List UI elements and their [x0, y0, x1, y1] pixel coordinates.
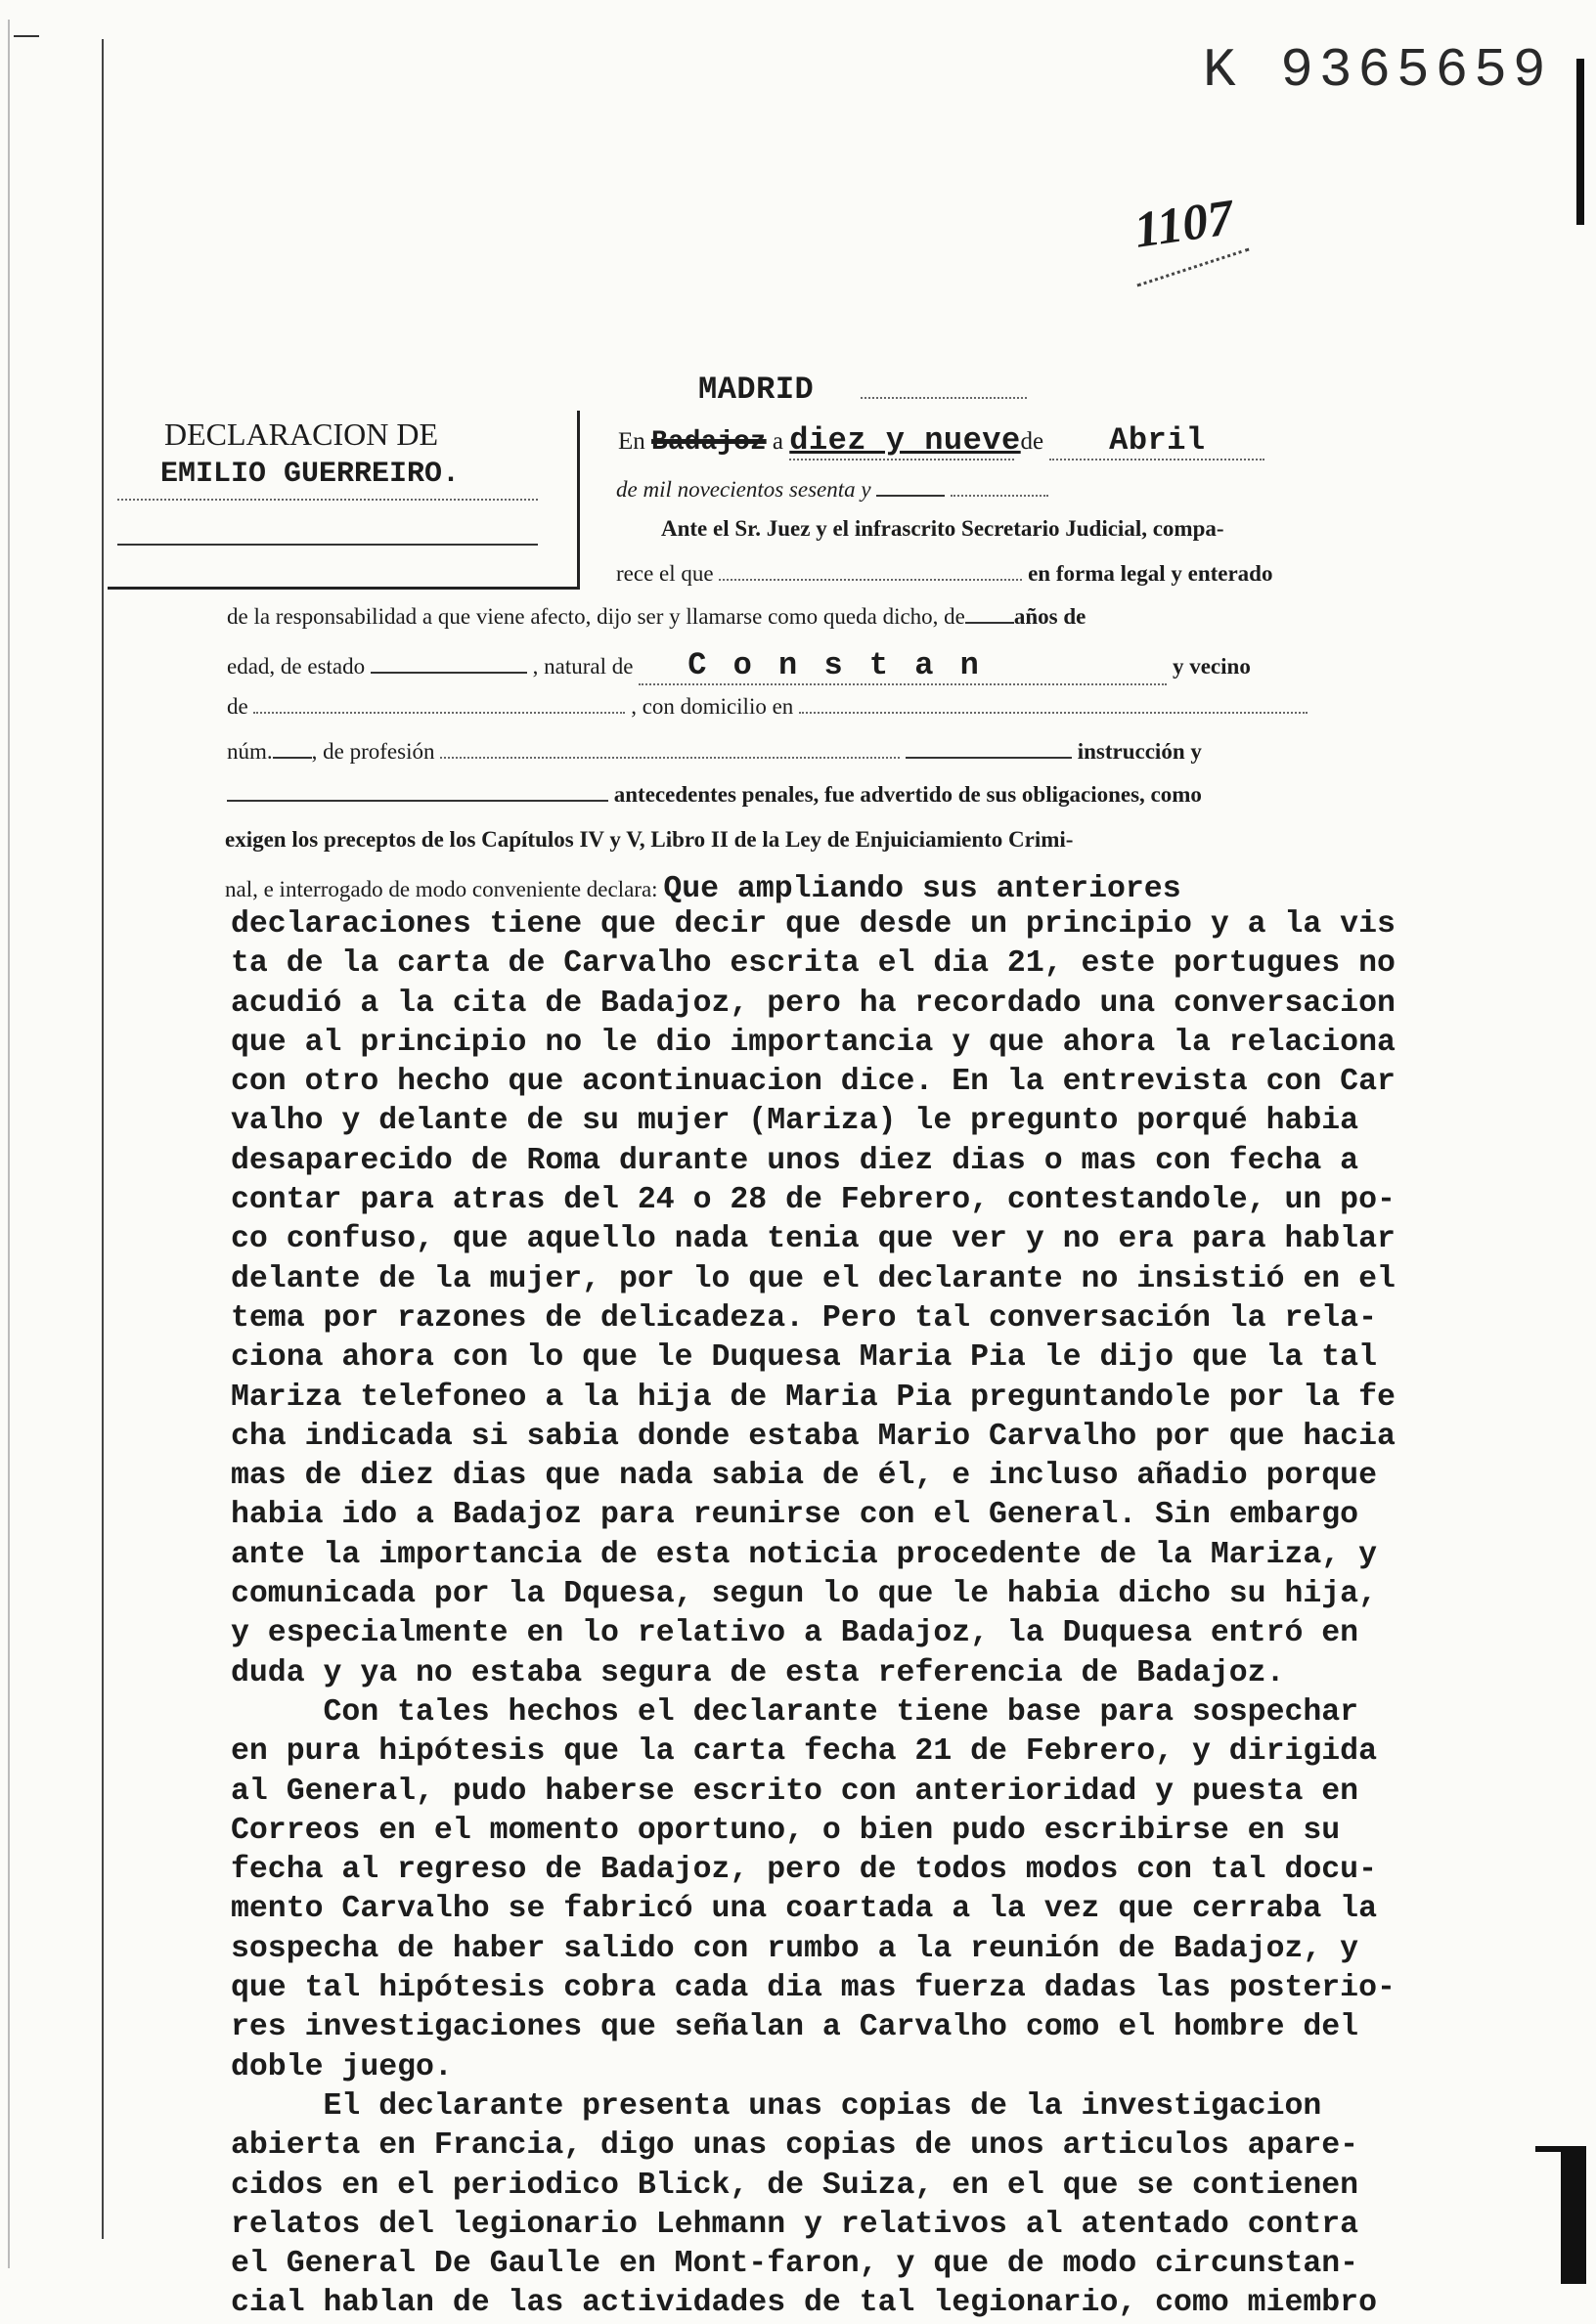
body-line: co confuso, que aquello nada tenia que ver y no era para hablar: [231, 1222, 1396, 1257]
domicilio-dots: [799, 712, 1308, 714]
month-field: [1049, 422, 1264, 460]
estado-blank: [371, 672, 527, 674]
left-margin-rule: [102, 39, 104, 2239]
folio-number: 1107: [1130, 190, 1237, 259]
city-typed: MADRID: [698, 372, 815, 408]
body-line: valho y delante de su mujer (Mariza) le pregunto porqué habia: [231, 1104, 1359, 1139]
body-line: cha indicada si sabia donde estaba Mario Carvalho por que hacia: [231, 1419, 1396, 1454]
form-line-declara: [225, 872, 1181, 906]
body-line: en pura hipótesis que la carta fecha 21 de Febrero, y dirigida: [231, 1734, 1377, 1770]
body-line: comunicada por la Dquesa, segun lo que le habia dicho su hija,: [231, 1577, 1377, 1612]
form-profesion-label: , de profesión: [311, 739, 435, 764]
age-blank: [965, 622, 1014, 624]
antecedentes-blank: [227, 800, 608, 802]
body-line: el General De Gaulle en Mont-faron, y que de modo circunstan-: [231, 2247, 1359, 2282]
form-legal-label: en forma legal y enterado: [1028, 561, 1273, 586]
form-anos-label: años de: [1013, 604, 1086, 629]
num-blank: [273, 757, 312, 759]
form-ante-text: Ante el Sr. Juez y el infrascrito Secretario Judicial, compa-: [661, 516, 1224, 541]
origin-value: C o n s t a n: [687, 647, 983, 683]
declaration-body: [231, 905, 1414, 2324]
body-line: desaparecido de Roma durante unos diez dias o mas con fecha a: [231, 1143, 1359, 1178]
form-de: de: [1020, 428, 1044, 455]
form-year-label: de mil novecientos sesenta y: [616, 477, 871, 502]
body-line: Mariza telefoneo a la hija de Maria Pia preguntandole por la fe: [231, 1380, 1396, 1415]
form-de-label: de: [227, 694, 248, 719]
form-comparece-label: rece el que: [616, 561, 714, 586]
vecino-dots: [253, 712, 625, 714]
form-line-year: [616, 477, 1048, 503]
body-line: sospecha de haber salido con rumbo a la reunión de Badajoz, y: [231, 1931, 1359, 1966]
body-line: Con tales hechos el declarante tiene base para sospechar: [231, 1694, 1359, 1730]
instruccion-blank: [906, 757, 1072, 759]
body-line: duda y ya no estaba segura de esta referencia de Badajoz.: [231, 1655, 1285, 1690]
form-en: En: [618, 428, 645, 455]
profesion-dots: [440, 757, 900, 759]
form-declara-label: nal, e interrogado de modo conveniente declara:: [225, 877, 658, 901]
month-value: Abril: [1109, 422, 1206, 459]
form-domicilio-label: , con domicilio en: [631, 694, 794, 719]
body-line: al General, pudo haberse escrito con anterioridad y puesta en: [231, 1774, 1359, 1809]
city-dotted-line: [861, 397, 1027, 399]
body-line: mento Carvalho se fabricó una coartada a la vez que cerraba la: [231, 1892, 1377, 1927]
body-line: y especialmente en lo relativo a Badajoz, la Duquesa entró en: [231, 1616, 1359, 1651]
comparece-dots: [719, 579, 1022, 581]
body-line: cidos en el periodico Blick, de Suiza, en el que se contienen: [231, 2168, 1359, 2203]
origin-field: [639, 647, 1167, 685]
year-blank: [876, 495, 945, 497]
form-line-estado: [227, 647, 1251, 685]
form-a: a: [772, 428, 784, 455]
edge-mark: [8, 20, 10, 2268]
body-line: que tal hipótesis cobra cada dia mas fuerza dadas las posterio-: [231, 1971, 1396, 2006]
year-dots: [951, 495, 1048, 497]
declarant-name: EMILIO GUERREIRO.: [160, 458, 461, 491]
day-field: [789, 422, 1021, 460]
form-antecedentes-text: antecedentes penales, fue advertido de sus obligaciones, como: [613, 782, 1202, 807]
form-line-preceptos: [225, 827, 1073, 853]
form-line-ante: [661, 516, 1224, 542]
form-line-antecedentes: [227, 782, 1202, 808]
body-line: declaraciones tiene que decir que desde un principio y a la vis: [231, 907, 1396, 942]
box-blank-line: [117, 544, 538, 546]
body-line: El declarante presenta unas copias de la investigacion: [231, 2088, 1322, 2124]
body-line: ta de la carta de Carvalho escrita el dia 21, este portugues no: [231, 946, 1396, 982]
name-dotted-line: [117, 499, 538, 501]
form-line-profesion: [227, 739, 1202, 765]
form-line-responsabilidad: [227, 604, 1086, 630]
corner-mark: [14, 35, 39, 37]
declaration-title: DECLARACION DE: [164, 417, 438, 452]
form-line-date: [618, 422, 1264, 460]
body-line: tema por razones de delicadeza. Pero tal conversación la rela-: [231, 1300, 1377, 1336]
form-vecino-label: y vecino: [1172, 654, 1251, 679]
body-line: delante de la mujer, por lo que el declarante no insistió en el: [231, 1261, 1396, 1296]
body-line: res investigaciones que señalan a Carvalho como el hombre del: [231, 2010, 1359, 2045]
serial-number: K 9365659: [1203, 39, 1552, 102]
body-line: mas de diez dias que nada sabia de él, e incluso añadio porque: [231, 1459, 1377, 1494]
struck-city: Badajoz: [651, 427, 767, 458]
body-line: cial hablan de las actividades de tal legionario, como miembro: [231, 2286, 1377, 2321]
body-line: relatos del legionario Lehmann y relativos al atentado contra: [231, 2207, 1359, 2242]
body-line: fecha al regreso de Badajoz, pero de todos modos con tal docu-: [231, 1853, 1377, 1888]
body-line: acudió a la cita de Badajoz, pero ha recordado una conversacion: [231, 986, 1396, 1021]
body-line: abierta en Francia, digo unas copias de unos articulos apare-: [231, 2128, 1359, 2164]
form-instruccion-label: instrucción y: [1077, 739, 1202, 764]
form-estado-label: edad, de estado: [227, 654, 366, 679]
form-line-comparece: [616, 561, 1272, 587]
body-line: Correos en el momento oportuno, o bien pudo escribirse en su: [231, 1813, 1341, 1848]
form-natural-label: , natural de: [532, 654, 634, 679]
day-value: diez y nueve: [789, 422, 1021, 459]
body-line: que al principio no le dio importancia y que ahora la relaciona: [231, 1025, 1396, 1060]
body-line: ciona ahora con lo que le Duquesa Maria Pia le dijo que la tal: [231, 1340, 1377, 1376]
form-line-domicilio: [227, 694, 1308, 720]
declaration-first-line: Que ampliando sus anteriores: [663, 872, 1181, 906]
form-num-label: núm.: [227, 739, 273, 764]
body-line: habia ido a Badajoz para reunirse con el General. Sin embargo: [231, 1498, 1359, 1533]
body-line: ante la importancia de esta noticia procedente de la Mariza, y: [231, 1537, 1377, 1572]
form-preceptos-text: exigen los preceptos de los Capítulos IV y V, Libro II de la Ley de Enjuiciamiento Crimi-: [225, 827, 1074, 852]
body-line: con otro hecho que acontinuacion dice. En la entrevista con Car: [231, 1065, 1396, 1100]
body-line: contar para atras del 24 o 28 de Febrero, contestandole, un po-: [231, 1183, 1396, 1218]
right-edge-bar: [1576, 59, 1584, 225]
right-edge-bar: [1535, 2146, 1565, 2152]
body-line: doble juego.: [231, 2049, 453, 2084]
right-edge-bar: [1561, 2146, 1586, 2284]
form-resp-text: de la responsabilidad a que viene afecto, dijo ser y llamarse como queda dicho, de: [227, 604, 965, 629]
